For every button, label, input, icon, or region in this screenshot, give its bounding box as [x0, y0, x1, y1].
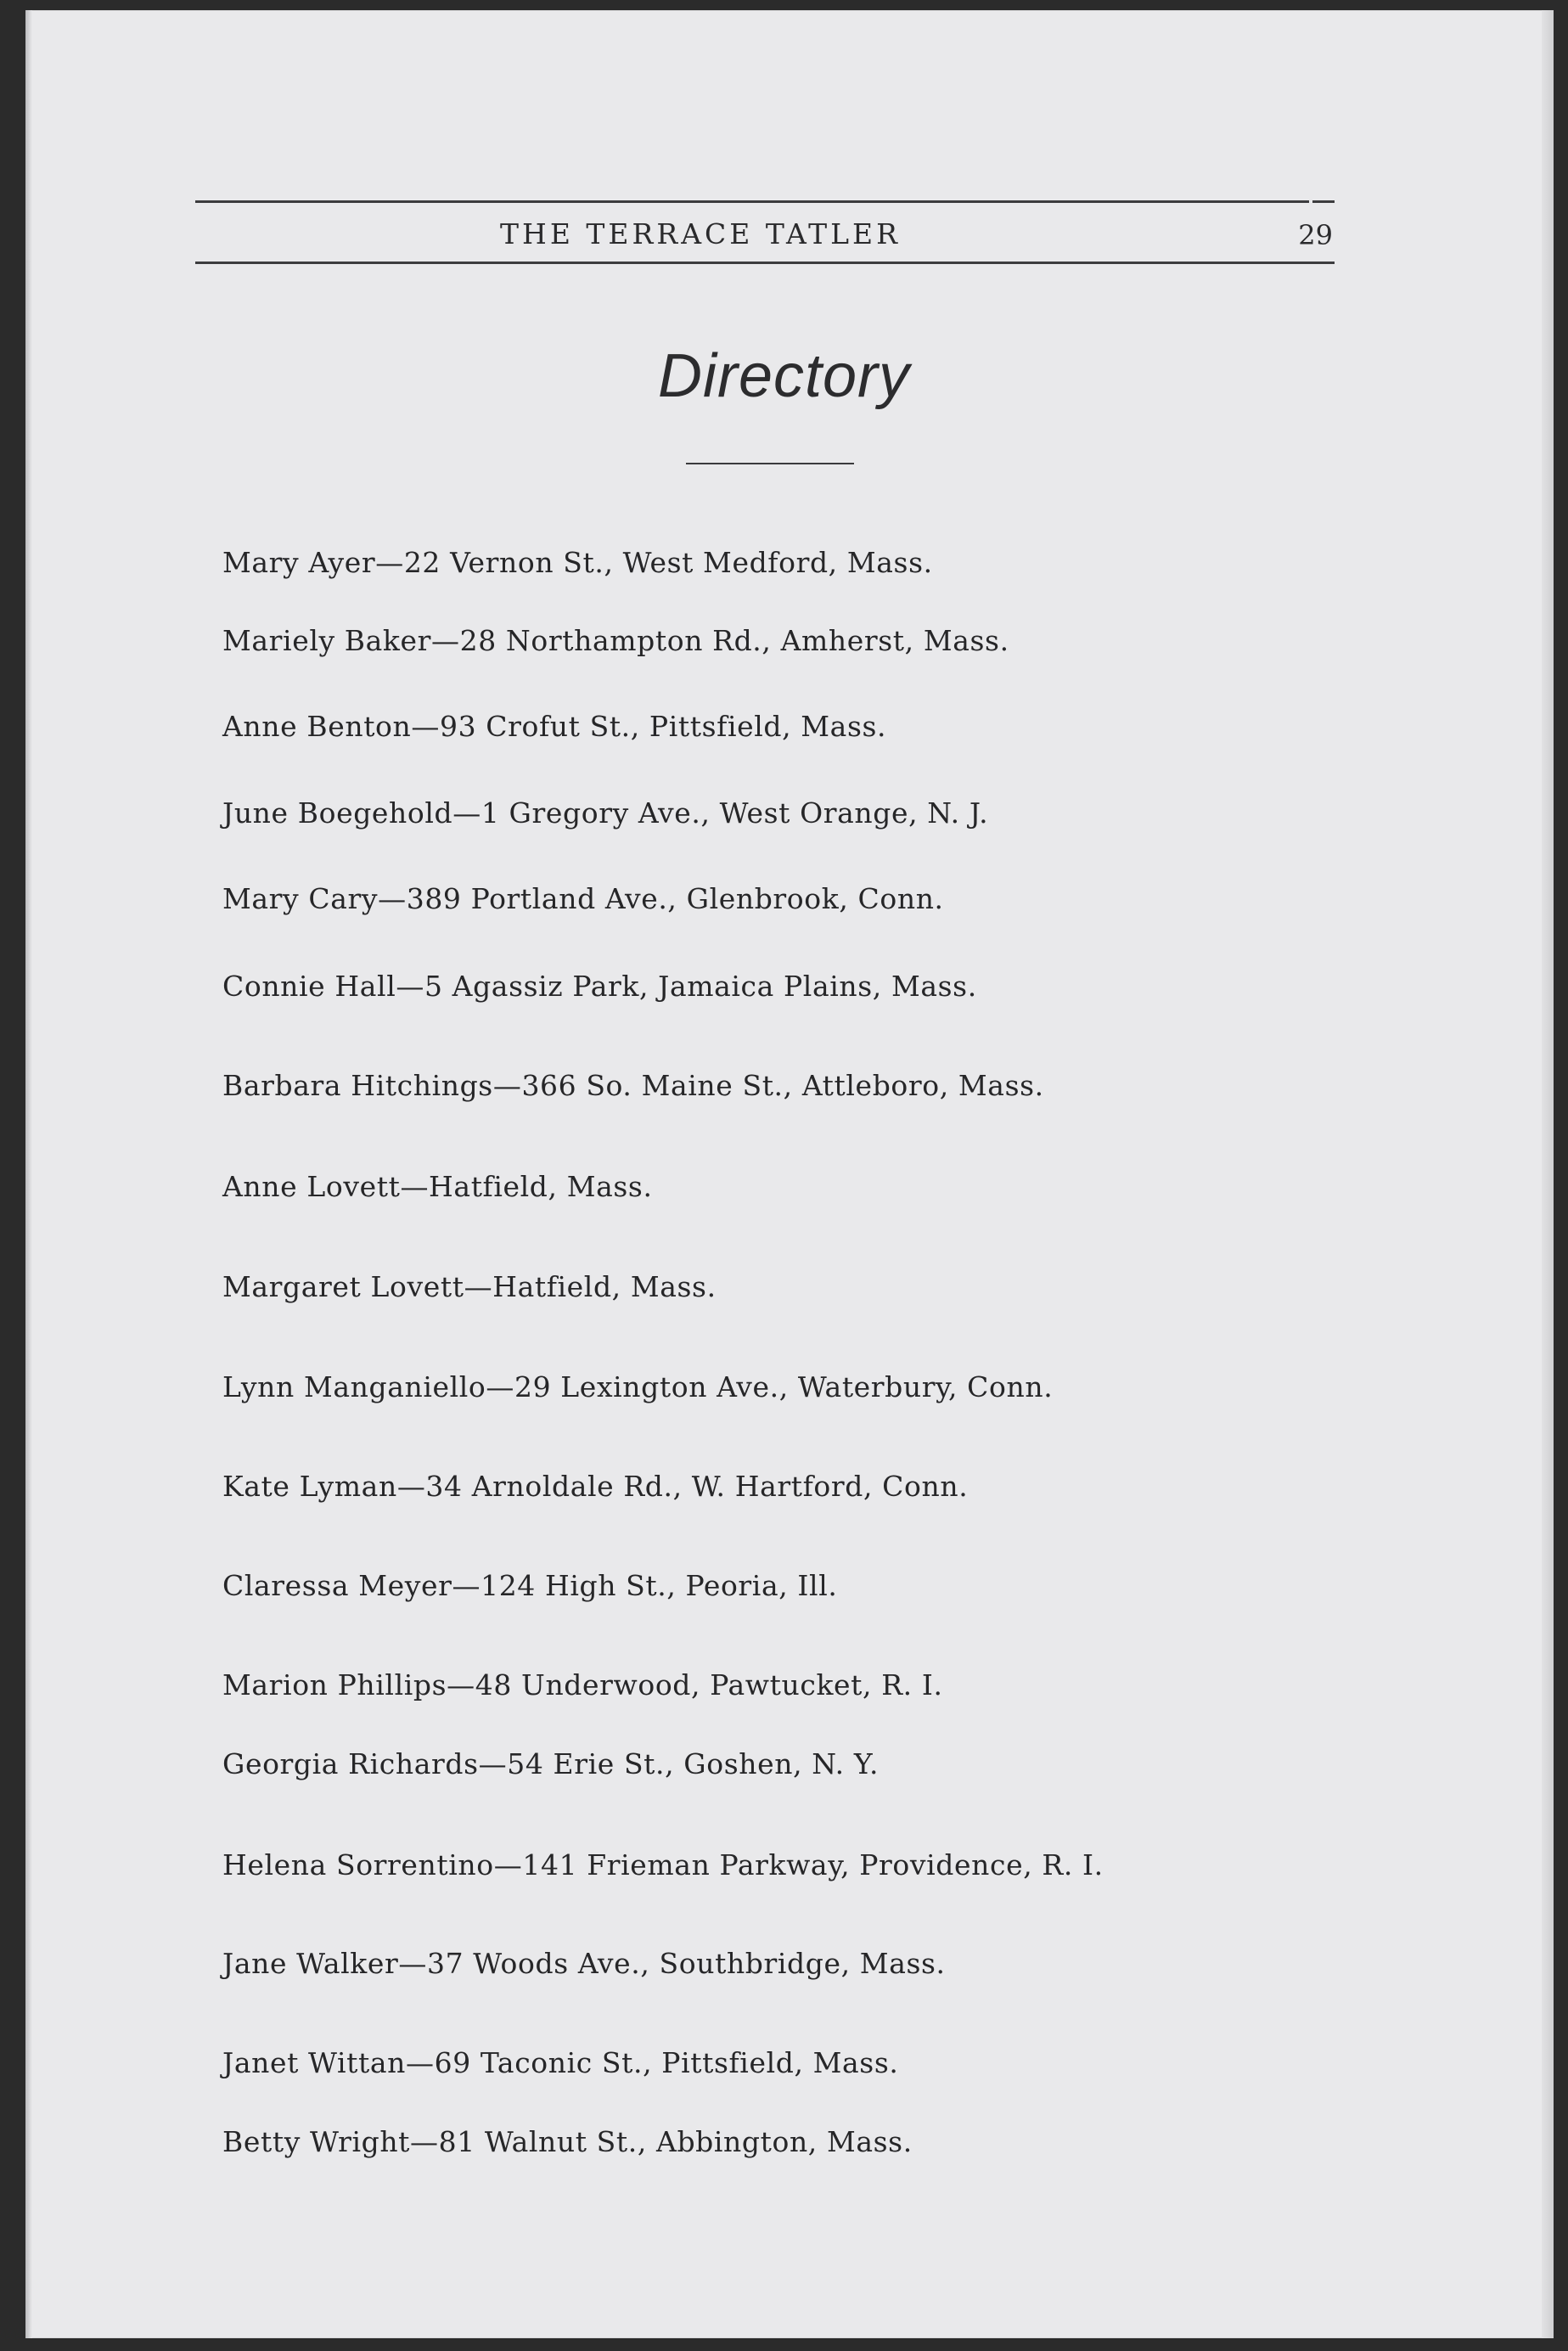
- entry-separator: [398, 1947, 427, 1980]
- entry-name: Anne Lovett: [222, 1170, 401, 1203]
- entry-separator: [486, 1370, 514, 1403]
- directory-entry: [222, 624, 1009, 657]
- entry-separator: [452, 1569, 481, 1602]
- directory-entry: [222, 1668, 943, 1701]
- entry-separator: [447, 1668, 475, 1701]
- entry-separator: [378, 882, 407, 915]
- directory-entry: [222, 546, 933, 579]
- directory-entry: [222, 2046, 898, 2079]
- entry-address: 389 Portland Ave., Glenbrook, Conn.: [406, 882, 944, 915]
- directory-entry: [222, 1470, 968, 1503]
- directory-entry: [222, 882, 944, 915]
- entry-address: 29 Lexington Ave., Waterbury, Conn.: [514, 1370, 1054, 1403]
- entry-name: Jane Walker: [222, 1947, 399, 1980]
- entry-address: 1 Gregory Ave., West Orange, N. J.: [481, 796, 989, 830]
- directory-entry: [222, 1370, 1053, 1403]
- entry-address: 5 Agassiz Park, Jamaica Plains, Mass.: [424, 970, 977, 1003]
- page-title: Directory: [657, 342, 911, 410]
- directory-entry: [222, 796, 988, 830]
- entry-name: Lynn Manganiello: [222, 1370, 486, 1403]
- entry-name: Kate Lyman: [222, 1470, 397, 1503]
- entry-name: Janet Wittan: [222, 2046, 406, 2079]
- directory-entry: [222, 1947, 946, 1980]
- entry-address: 37 Woods Ave., Southbridge, Mass.: [426, 1947, 946, 1980]
- entry-name: Georgia Richards: [222, 1747, 479, 1780]
- entry-separator: [400, 1170, 429, 1203]
- entry-name: Margaret Lovett: [222, 1270, 464, 1303]
- entry-name: Mariely Baker: [222, 624, 432, 657]
- directory-list: [222, 0, 1411, 2351]
- entry-separator: [410, 2125, 439, 2158]
- entry-name: Mary Ayer: [222, 546, 376, 579]
- entry-name: Mary Cary: [222, 882, 379, 915]
- page-number: 29: [1298, 219, 1333, 251]
- entry-separator: [494, 1848, 523, 1881]
- directory-entry: [222, 970, 977, 1003]
- directory-entry: [222, 1747, 879, 1780]
- entry-separator: [431, 624, 460, 657]
- entry-address: 93 Crofut St., Pittsfield, Mass.: [439, 710, 887, 743]
- entry-separator: [411, 710, 440, 743]
- entry-address: 81 Walnut St., Abbington, Mass.: [438, 2125, 913, 2158]
- entry-name: Betty Wright: [222, 2125, 411, 2158]
- entry-separator: [464, 1270, 493, 1303]
- entry-address: Hatfield, Mass.: [492, 1270, 717, 1303]
- directory-entry: [222, 1069, 1044, 1102]
- entry-address: 69 Taconic St., Pittsfield, Mass.: [434, 2046, 899, 2079]
- entry-separator: [493, 1069, 522, 1102]
- entry-separator: [375, 546, 404, 579]
- directory-entry: [222, 1569, 837, 1602]
- entry-name: Marion Phillips: [222, 1668, 447, 1701]
- running-title: THE TERRACE TATLER: [500, 217, 901, 250]
- entry-name: Barbara Hitchings: [222, 1069, 493, 1102]
- entry-address: 28 Northampton Rd., Amherst, Mass.: [459, 624, 1009, 657]
- entry-address: Hatfield, Mass.: [429, 1170, 653, 1203]
- entry-separator: [397, 1470, 426, 1503]
- directory-entry: [222, 2125, 913, 2158]
- entry-name: June Boegehold: [222, 796, 453, 830]
- entry-address: 124 High St., Peoria, Ill.: [481, 1569, 838, 1602]
- entry-separator: [452, 796, 481, 830]
- entry-address: 34 Arnoldale Rd., W. Hartford, Conn.: [425, 1470, 969, 1503]
- entry-separator: [406, 2046, 435, 2079]
- entry-separator: [479, 1747, 508, 1780]
- directory-entry: [222, 1848, 1104, 1881]
- directory-entry: [222, 1170, 653, 1203]
- directory-entry: [222, 1270, 717, 1303]
- entry-separator: [396, 970, 424, 1003]
- entry-address: 54 Erie St., Goshen, N. Y.: [507, 1747, 880, 1780]
- entry-address: 22 Vernon St., West Medford, Mass.: [403, 546, 933, 579]
- entry-address: 141 Frieman Parkway, Providence, R. I.: [522, 1848, 1104, 1881]
- entry-name: Claressa Meyer: [222, 1569, 452, 1602]
- directory-entry: [222, 710, 886, 743]
- entry-address: 48 Underwood, Pawtucket, R. I.: [475, 1668, 943, 1701]
- entry-name: Anne Benton: [222, 710, 412, 743]
- entry-name: Helena Sorrentino: [222, 1848, 494, 1881]
- entry-name: Connie Hall: [222, 970, 396, 1003]
- entry-address: 366 So. Maine St., Attleboro, Mass.: [521, 1069, 1044, 1102]
